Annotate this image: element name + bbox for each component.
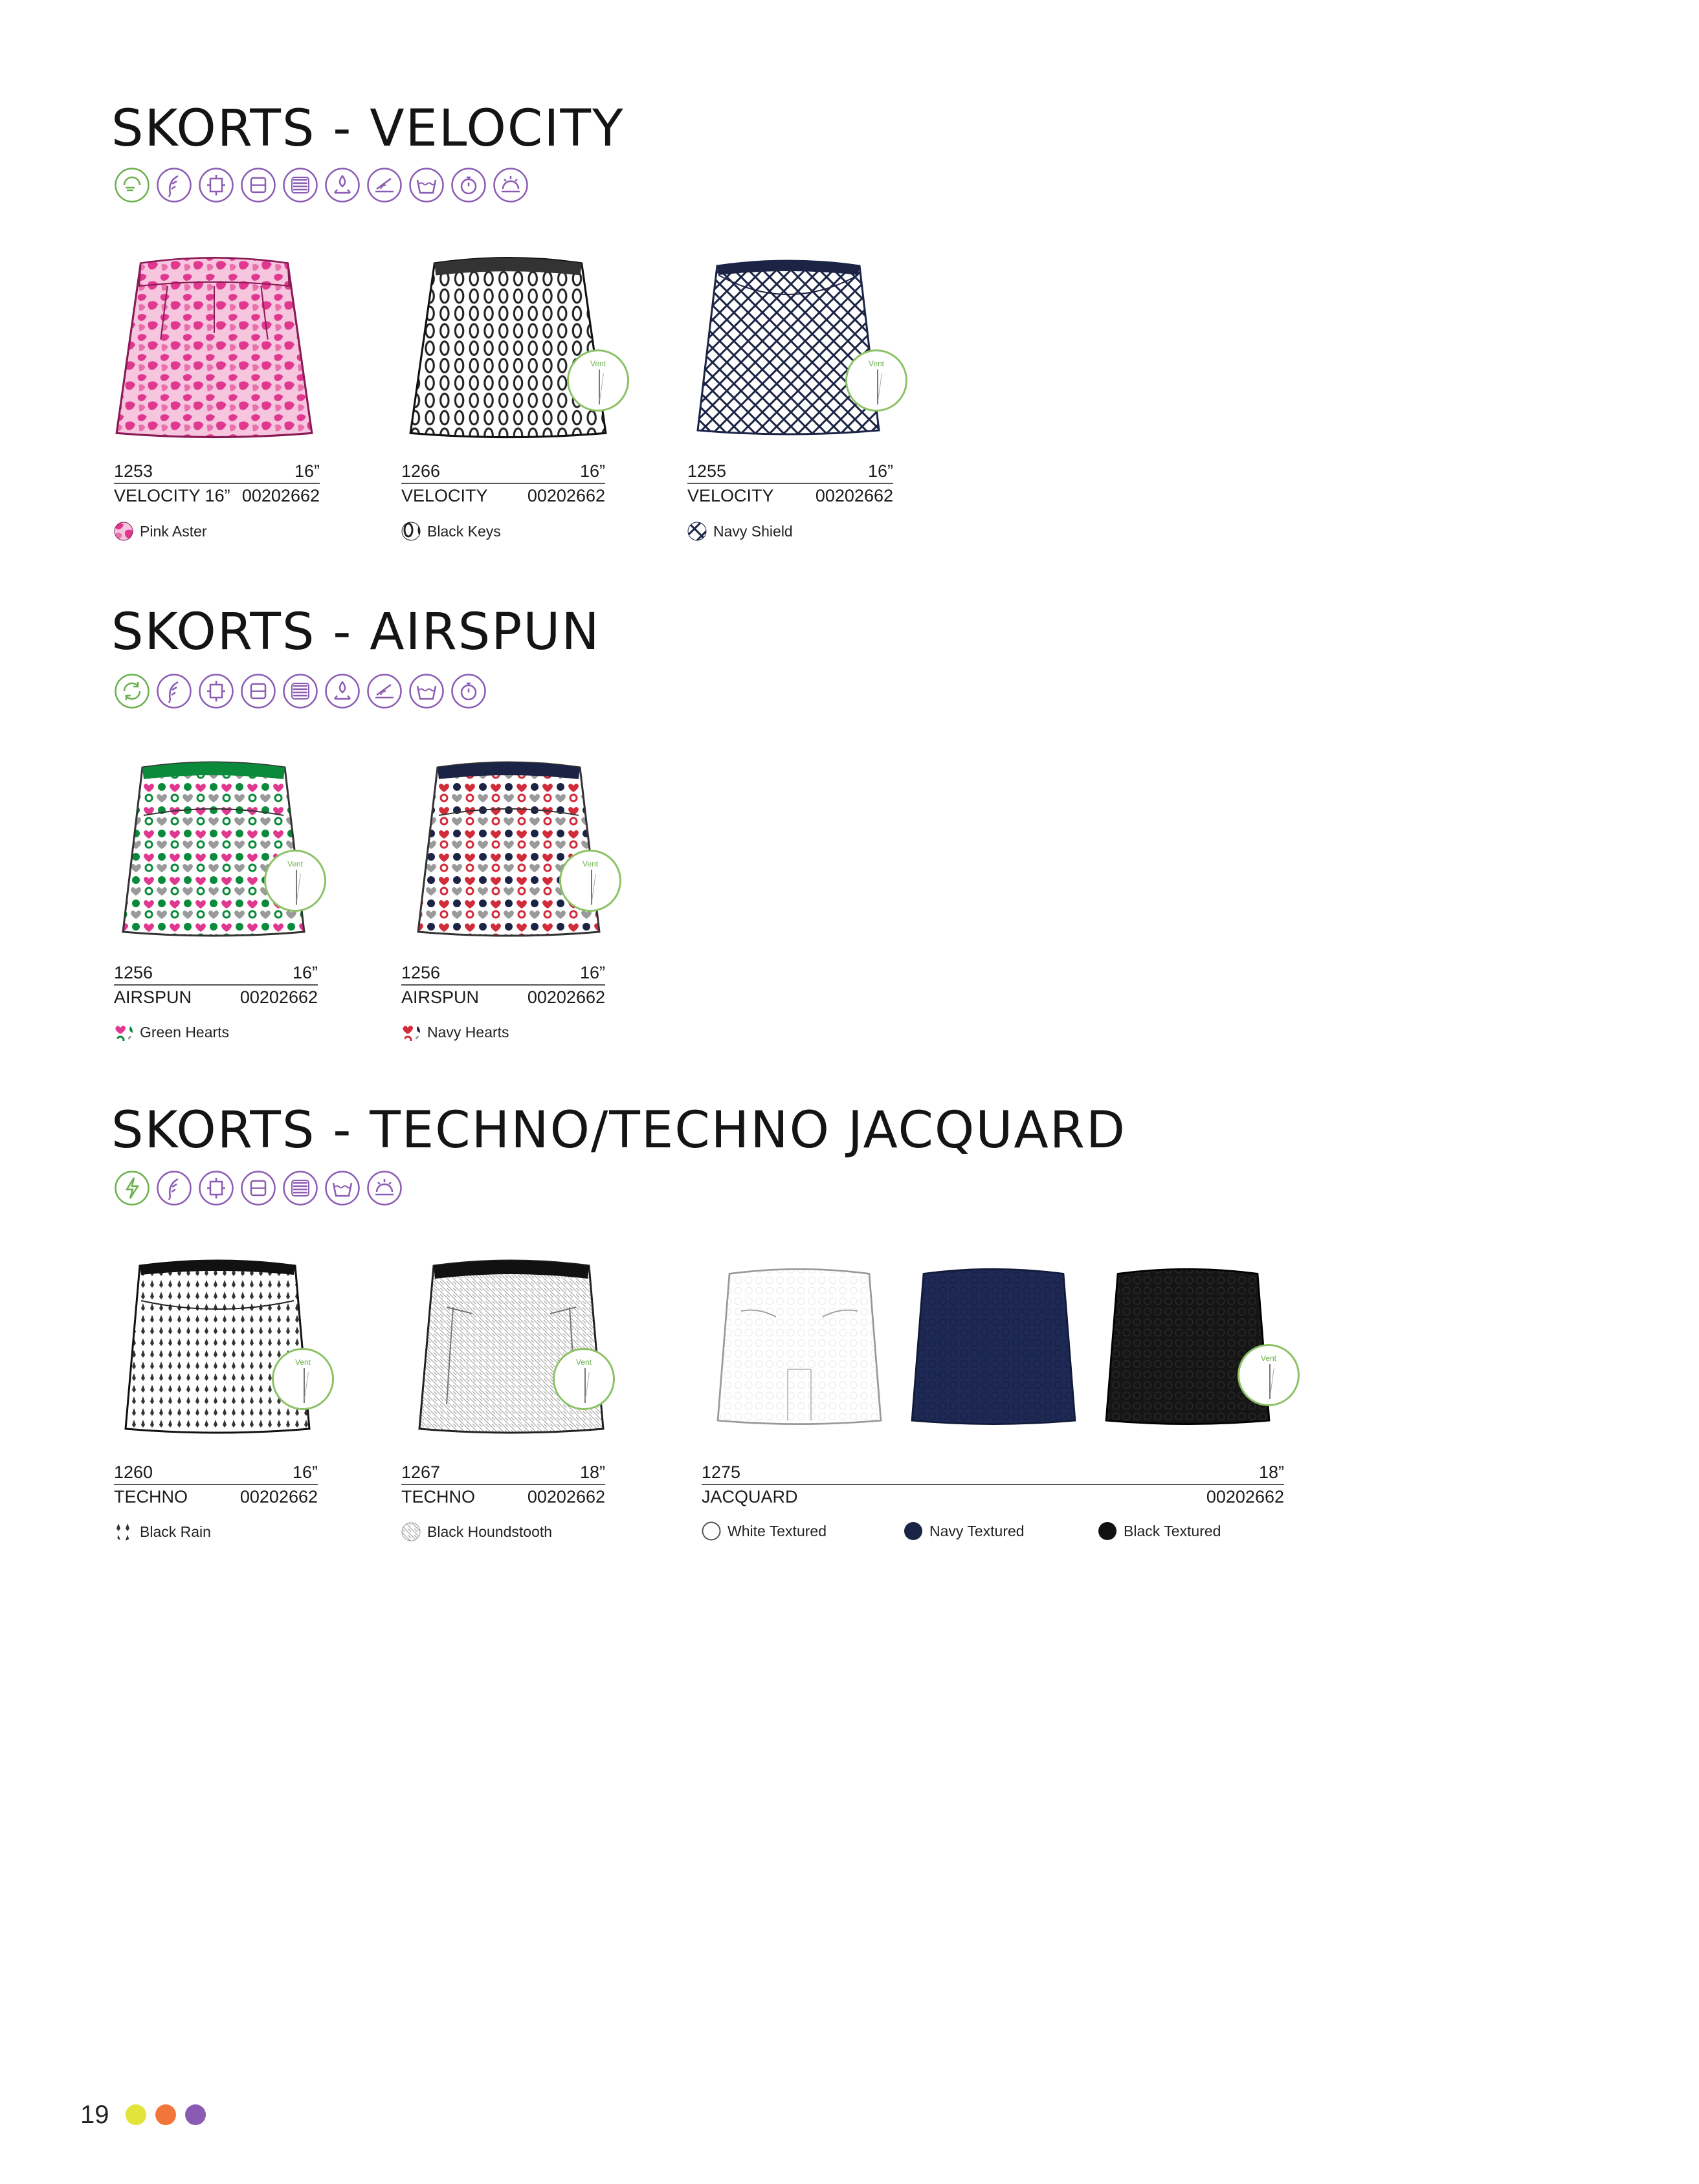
vent-label: Vent: [582, 859, 599, 868]
color-name: Navy Textured: [929, 1522, 1025, 1539]
color-swatch-icon: [114, 1522, 133, 1541]
product-name: AIRSPUN: [114, 987, 192, 1007]
color-swatch-icon: [904, 1521, 923, 1541]
style-number: 1275: [702, 1462, 741, 1482]
section-title-velocity: SKORTS - VELOCITY: [111, 100, 625, 158]
length: 18”: [579, 1462, 605, 1482]
vent-label: Vent: [1260, 1354, 1277, 1363]
energy-icon: [114, 1170, 150, 1206]
swatch-black-textured: [1098, 1521, 1221, 1541]
length: 16”: [579, 461, 605, 481]
color-name: Navy Shield: [713, 522, 793, 540]
layers-icon: [282, 673, 318, 709]
product-name: VELOCITY 16”: [114, 486, 230, 505]
skirt-illustration-navy-textured: [906, 1252, 1081, 1440]
quick-dry-timer-icon: [450, 167, 487, 203]
color-name: White Textured: [727, 1522, 827, 1539]
style-number: 1266: [401, 461, 441, 481]
color-swatch-icon: [687, 522, 707, 541]
recycled-icon: [114, 673, 150, 709]
length: 16”: [294, 461, 320, 481]
layers-icon: [282, 167, 318, 203]
footer-dot-orange: [155, 2104, 176, 2125]
machine-wash-icon: [408, 167, 445, 203]
swatch-navy-shield: [687, 522, 793, 541]
wrinkle-free-icon: [240, 1170, 276, 1206]
vent-detail-callout: [553, 1348, 615, 1410]
swatch-black-keys: [401, 522, 501, 541]
vent-label: Vent: [294, 1358, 311, 1367]
length: 18”: [1258, 1462, 1284, 1482]
vent-detail-callout: [567, 349, 629, 412]
product-1267: [414, 1252, 628, 1446]
color-swatch-icon: [1098, 1521, 1117, 1541]
stretch-icon: [198, 1170, 234, 1206]
sun-protection-icon: [366, 1170, 403, 1206]
product-1256-navy: [412, 754, 625, 948]
spec-1260: [114, 1464, 318, 1506]
page-number: 19: [80, 2101, 109, 2129]
spec-1256-green: [114, 964, 318, 1006]
product-name: AIRSPUN: [401, 987, 480, 1007]
color-name: Black Rain: [140, 1523, 211, 1540]
spec-1255: [687, 463, 893, 505]
product-1260: [120, 1252, 334, 1446]
skirt-illustration-black-textured: [1100, 1252, 1275, 1440]
vent-detail-callout: [272, 1348, 334, 1410]
color-name: Navy Hearts: [427, 1023, 509, 1041]
product-code: 00202662: [1206, 1487, 1284, 1506]
length: 16”: [292, 963, 318, 982]
color-swatch-icon: [401, 1022, 421, 1042]
vent-label: Vent: [575, 1358, 592, 1367]
moisture-wicking-icon: [324, 167, 361, 203]
length: 16”: [867, 461, 893, 481]
skirt-illustration-white-textured: [712, 1252, 887, 1440]
section-title-techno: SKORTS - TECHNO/TECHNO JACQUARD: [111, 1101, 1127, 1160]
vent-label: Vent: [590, 359, 606, 368]
product-code: 00202662: [527, 987, 605, 1007]
vent-label: Vent: [868, 359, 885, 368]
product-code: 00202662: [239, 987, 318, 1007]
product-1253: [114, 252, 321, 447]
length: 16”: [579, 963, 605, 982]
product-code: 00202662: [815, 486, 893, 505]
quick-dry-timer-icon: [450, 673, 487, 709]
length: 16”: [292, 1462, 318, 1482]
style-number: 1255: [687, 461, 727, 481]
skirt-illustration-navy-hearts: [412, 754, 606, 942]
product-1256-green: [117, 754, 330, 948]
section-title-airspun: SKORTS - AIRSPUN: [111, 603, 601, 661]
wrinkle-free-icon: [240, 167, 276, 203]
product-name: TECHNO: [114, 1487, 188, 1506]
vent-detail-callout: [264, 850, 326, 912]
product-1255: [691, 252, 905, 447]
product-code: 00202662: [241, 486, 320, 505]
skirt-illustration-navy-shield: [691, 252, 885, 440]
swatch-navy-hearts: [401, 1022, 509, 1042]
style-number: 1253: [114, 461, 153, 481]
product-1275: [712, 1252, 1307, 1446]
techno-feature-icons: [114, 1170, 403, 1206]
spec-1266: [401, 463, 605, 505]
sun-protection-icon: [493, 167, 529, 203]
spec-1256-navy: [401, 964, 605, 1006]
color-name: Pink Aster: [140, 522, 207, 540]
vent-detail-callout: [845, 349, 907, 412]
color-swatch-icon: [114, 522, 133, 541]
skirt-illustration-black-rain: [120, 1252, 315, 1440]
color-swatch-icon: [114, 1022, 133, 1042]
uv-protection-icon: [366, 673, 403, 709]
quick-dry-icon: [114, 167, 150, 203]
product-name: VELOCITY: [401, 486, 488, 505]
footer-dot-yellow: [126, 2104, 146, 2125]
lightweight-icon: [156, 167, 192, 203]
stretch-icon: [198, 167, 234, 203]
swatch-white-textured: [702, 1521, 827, 1541]
wrinkle-free-icon: [240, 673, 276, 709]
moisture-wicking-icon: [324, 673, 361, 709]
stretch-icon: [198, 673, 234, 709]
color-swatch-icon: [401, 1522, 421, 1541]
style-number: 1260: [114, 1462, 153, 1482]
style-number: 1256: [401, 963, 441, 982]
swatch-black-houndstooth: [401, 1522, 552, 1541]
vent-detail-callout: [1238, 1344, 1300, 1406]
color-swatch-icon: [702, 1521, 721, 1541]
swatch-navy-textured: [904, 1521, 1025, 1541]
color-name: Black Houndstooth: [427, 1523, 553, 1540]
skirt-illustration-black-keys: [408, 252, 608, 440]
spec-1253: [114, 463, 320, 505]
style-number: 1267: [401, 1462, 441, 1482]
vent-detail-callout: [559, 850, 621, 912]
style-number: 1256: [114, 963, 153, 982]
swatch-pink-aster: [114, 522, 207, 541]
lightweight-icon: [156, 673, 192, 709]
product-code: 00202662: [239, 1487, 318, 1506]
color-name: Black Textured: [1124, 1522, 1221, 1539]
skirt-illustration-green-hearts: [117, 754, 311, 942]
product-code: 00202662: [527, 1487, 605, 1506]
product-name: TECHNO: [401, 1487, 475, 1506]
uv-protection-icon: [366, 167, 403, 203]
color-name: Black Keys: [427, 522, 501, 540]
product-name: JACQUARD: [702, 1487, 798, 1506]
product-code: 00202662: [527, 486, 605, 505]
swatch-green-hearts: [114, 1022, 229, 1042]
layers-icon: [282, 1170, 318, 1206]
spec-1275: [702, 1464, 1284, 1506]
machine-wash-icon: [408, 673, 445, 709]
skirt-illustration-black-houndstooth: [414, 1252, 608, 1440]
footer-dot-purple: [185, 2104, 206, 2125]
product-1266: [408, 252, 621, 447]
swatch-black-rain: [114, 1522, 211, 1541]
lightweight-icon: [156, 1170, 192, 1206]
velocity-feature-icons: [114, 167, 529, 203]
skirt-illustration-pink-aster: [114, 252, 315, 440]
airspun-feature-icons: [114, 673, 487, 709]
spec-1267: [401, 1464, 605, 1506]
machine-wash-icon: [324, 1170, 361, 1206]
color-swatch-icon: [401, 522, 421, 541]
color-name: Green Hearts: [140, 1023, 230, 1041]
vent-label: Vent: [287, 859, 304, 868]
product-name: VELOCITY: [687, 486, 774, 505]
